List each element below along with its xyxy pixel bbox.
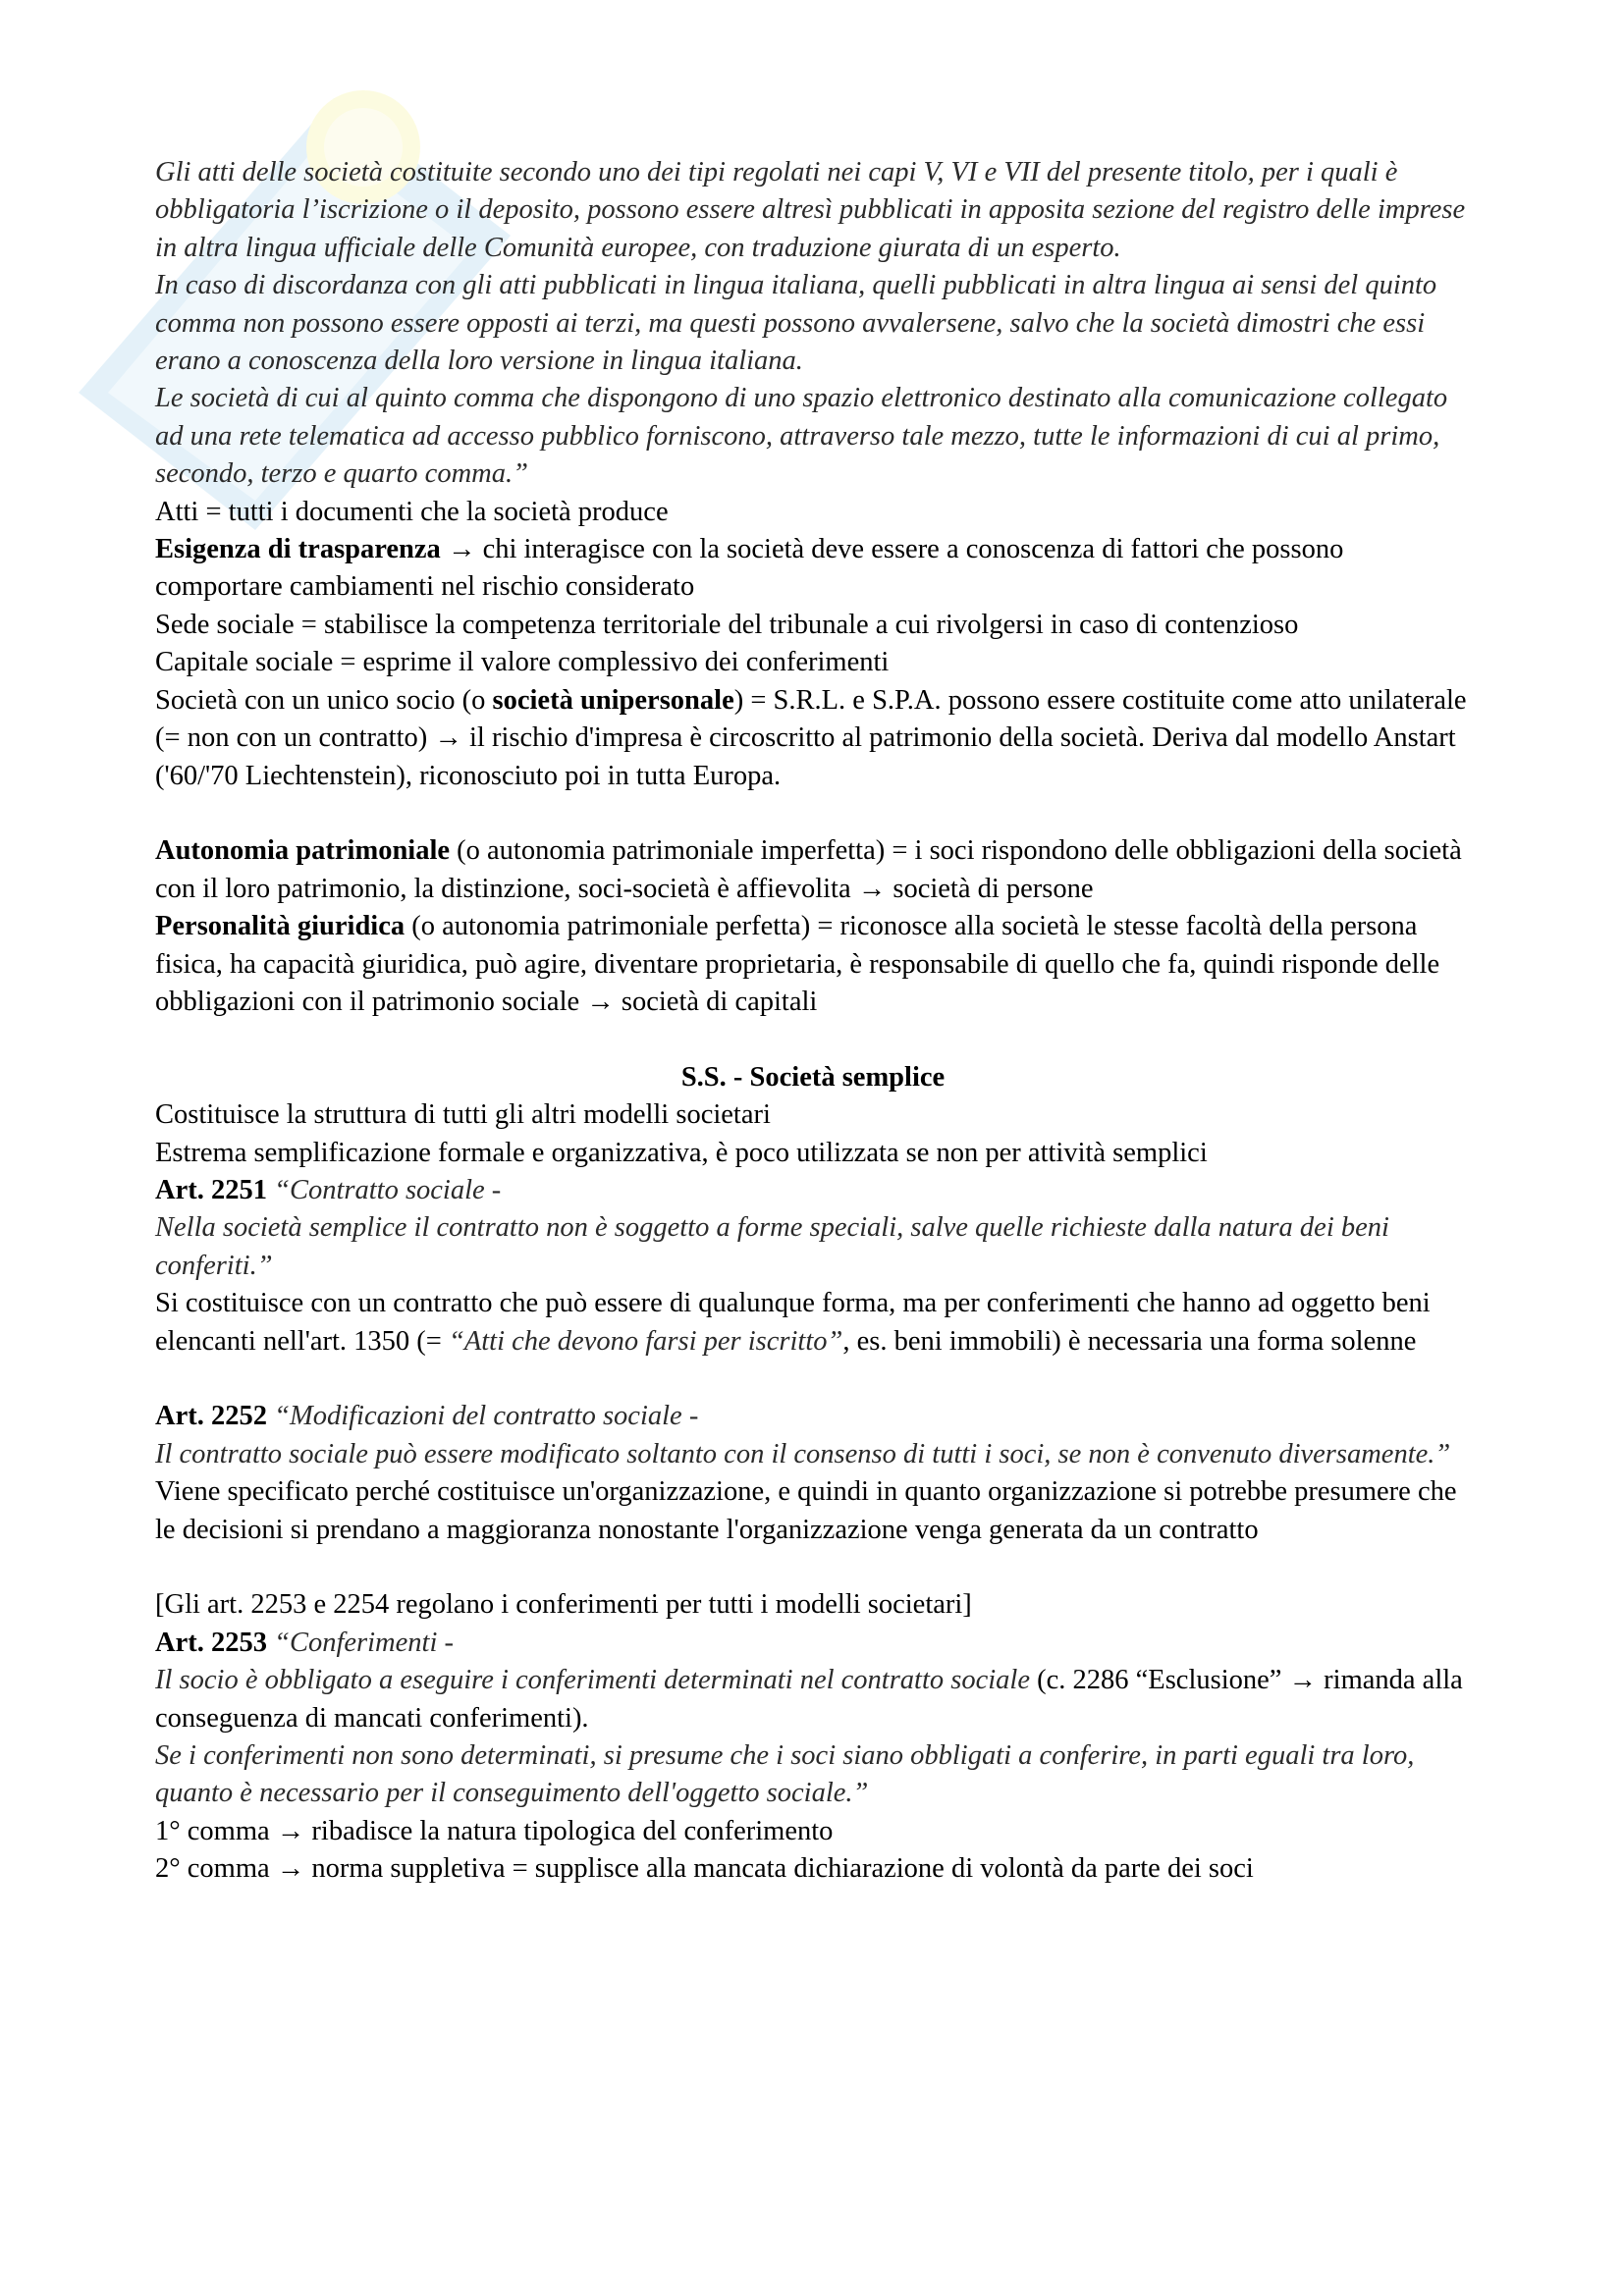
- note-conferimenti: [Gli art. 2253 e 2254 regolano i conferimenti per tutti i modelli societari]: [155, 1589, 972, 1621]
- document-body: [155, 154, 1471, 1889]
- term-trasparenza: Esigenza di trasparenza: [155, 534, 441, 565]
- term-autonomia: Autonomia patrimoniale: [155, 835, 451, 867]
- art-2252-comment: Viene specificato perché costituisce un'organizzazione, e quindi in quanto organizzazione si potrebbe presumere che le decisioni si prendano a maggioranza nonostante l'organizzazione venga generata da un contratto: [155, 1476, 1457, 1545]
- art-2251-number: Art. 2251: [155, 1174, 267, 1205]
- art-2251-comment-text: , es. beni immobili) è necessaria una forma solenne: [842, 1325, 1417, 1357]
- comma-2: 2° comma → norma suppletiva = supplisce alla mancata dichiarazione di volontà da parte dei soci: [155, 1853, 1254, 1885]
- section-heading: S.S. - Società semplice: [680, 1061, 946, 1093]
- def-capitale: Capitale sociale = esprime il valore complessivo dei conferimenti: [155, 647, 890, 678]
- art-2253-number: Art. 2253: [155, 1627, 267, 1658]
- art-2253-quote-1: [155, 1662, 1471, 1737]
- spacer: [155, 1361, 1471, 1398]
- def-atti: Atti = tutti i documenti che la società produce: [155, 496, 669, 527]
- def-autonomia: [155, 832, 1471, 908]
- comma-1: 1° comma → ribadisce la natura tipologica del conferimento: [155, 1815, 834, 1846]
- quote-discordanza: In caso di discordanza con gli atti pubblicati in lingua italiana, quelli pubblicati in altra lingua ai sensi del quinto comma non possono essere opposti ai terzi, ma questi possono avvalersene, salvo che la società dimostri che essi erano a conoscenza della loro versione in lingua italiana.: [155, 270, 1437, 377]
- def-unipersonale-pre: Società con un unico socio (o: [155, 684, 493, 716]
- art-2251-quote: Nella società semplice il contratto non è soggetto a forme speciali, salve quelle richieste dalla natura dei beni conferiti.”: [155, 1212, 1389, 1281]
- art-2253-quote-2: Se i conferimenti non sono determinati, si presume che i soci siano obbligati a conferire, in parti eguali tra loro, quanto è necessario per il conseguimento dell'oggetto sociale.”: [155, 1740, 1415, 1809]
- spacer: [155, 1549, 1471, 1586]
- art-2251-title: [155, 1172, 1471, 1209]
- art-2252-heading: “Modificazioni del contratto sociale -: [266, 1401, 699, 1432]
- term-unipersonale: società unipersonale: [492, 684, 734, 716]
- quote-atti-lingua: Gli atti delle società costituite secondo uno dei tipi regolati nei capi V, VI e VII del presente titolo, per i quali è obbligatoria l’iscrizione o il deposito, possono essere altresì pubblicati in apposita sezione del registro delle imprese in altra lingua ufficiale delle Comunità europee, con traduzione giurata di un esperto.: [155, 157, 1466, 263]
- ss-struttura: Costituisce la struttura di tutti gli altri modelli societari: [155, 1099, 771, 1131]
- art-2253-quote-1-text: Il socio è obbligato a eseguire i conferimenti determinati nel contratto sociale: [155, 1665, 1030, 1696]
- spacer: [155, 795, 1471, 832]
- def-autonomia-text: (o autonomia patrimoniale imperfetta) = i soci rispondono delle obbligazioni della società con il loro patrimonio, la distinzione, soci-società è affievolita → società di persone: [155, 835, 1462, 904]
- def-trasparenza-text: → chi interagisce con la società deve essere a conoscenza di fattori che possono comportare cambiamenti nel rischio considerato: [155, 534, 1344, 603]
- def-unipersonale-text: ) = S.R.L. e S.P.A. possono essere costituite come atto unilaterale (= non con un contratto) → il rischio d'impresa è circoscritto al patrimonio della società. Deriva dal modello Anstart ('60/'70 Liechtenstein), riconosciuto poi in tutta Europa.: [155, 684, 1467, 791]
- art-2253-quote-1-note: (c. 2286 “Esclusione” → rimanda alla conseguenza di mancati conferimenti).: [155, 1665, 1463, 1734]
- art-2251-heading: “Contratto sociale -: [266, 1174, 502, 1205]
- def-sede: Sede sociale = stabilisce la competenza territoriale del tribunale a cui rivolgersi in caso di contenzioso: [155, 609, 1299, 640]
- art-2252-quote: Il contratto sociale può essere modificato soltanto con il consenso di tutti i soci, se non è convenuto diversamente.”: [155, 1438, 1451, 1469]
- def-personalita: [155, 908, 1471, 1021]
- spacer: [155, 1021, 1471, 1058]
- term-personalita: Personalità giuridica: [155, 911, 406, 942]
- art-2252-title: [155, 1398, 1471, 1435]
- ss-semplificazione: Estrema semplificazione formale e organizzativa, è poco utilizzata se non per attività semplici: [155, 1137, 1208, 1168]
- quote-spazio-elettronico: Le società di cui al quinto comma che dispongono di uno spazio elettronico destinato alla comunicazione collegato ad una rete telematica ad accesso pubblico forniscono, attraverso tale mezzo, tutte le informazioni di cui al primo, secondo, terzo e quarto comma.”: [155, 383, 1448, 490]
- def-trasparenza: [155, 531, 1471, 607]
- def-personalita-text: (o autonomia patrimoniale perfetta) = riconosce alla società le stesse facoltà della persona fisica, ha capacità giuridica, può agire, diventare proprietaria, è responsabile di quello che fa, quindi risponde delle obbligazioni con il patrimonio sociale → società di capitali: [155, 911, 1440, 1017]
- art-2253-heading: “Conferimenti -: [266, 1627, 454, 1658]
- art-2251-comment: [155, 1285, 1471, 1361]
- art-2251-comment-pre: Si costituisce con un contratto che può essere di qualunque forma, ma per conferimenti che hanno ad oggetto beni elencanti nell'art. 1350 (=: [155, 1288, 1431, 1357]
- def-unipersonale: [155, 682, 1471, 795]
- art-2252-number: Art. 2252: [155, 1401, 267, 1432]
- art-1350-quote: “Atti che devono farsi per iscritto”: [448, 1325, 843, 1357]
- art-2253-title: [155, 1625, 1471, 1662]
